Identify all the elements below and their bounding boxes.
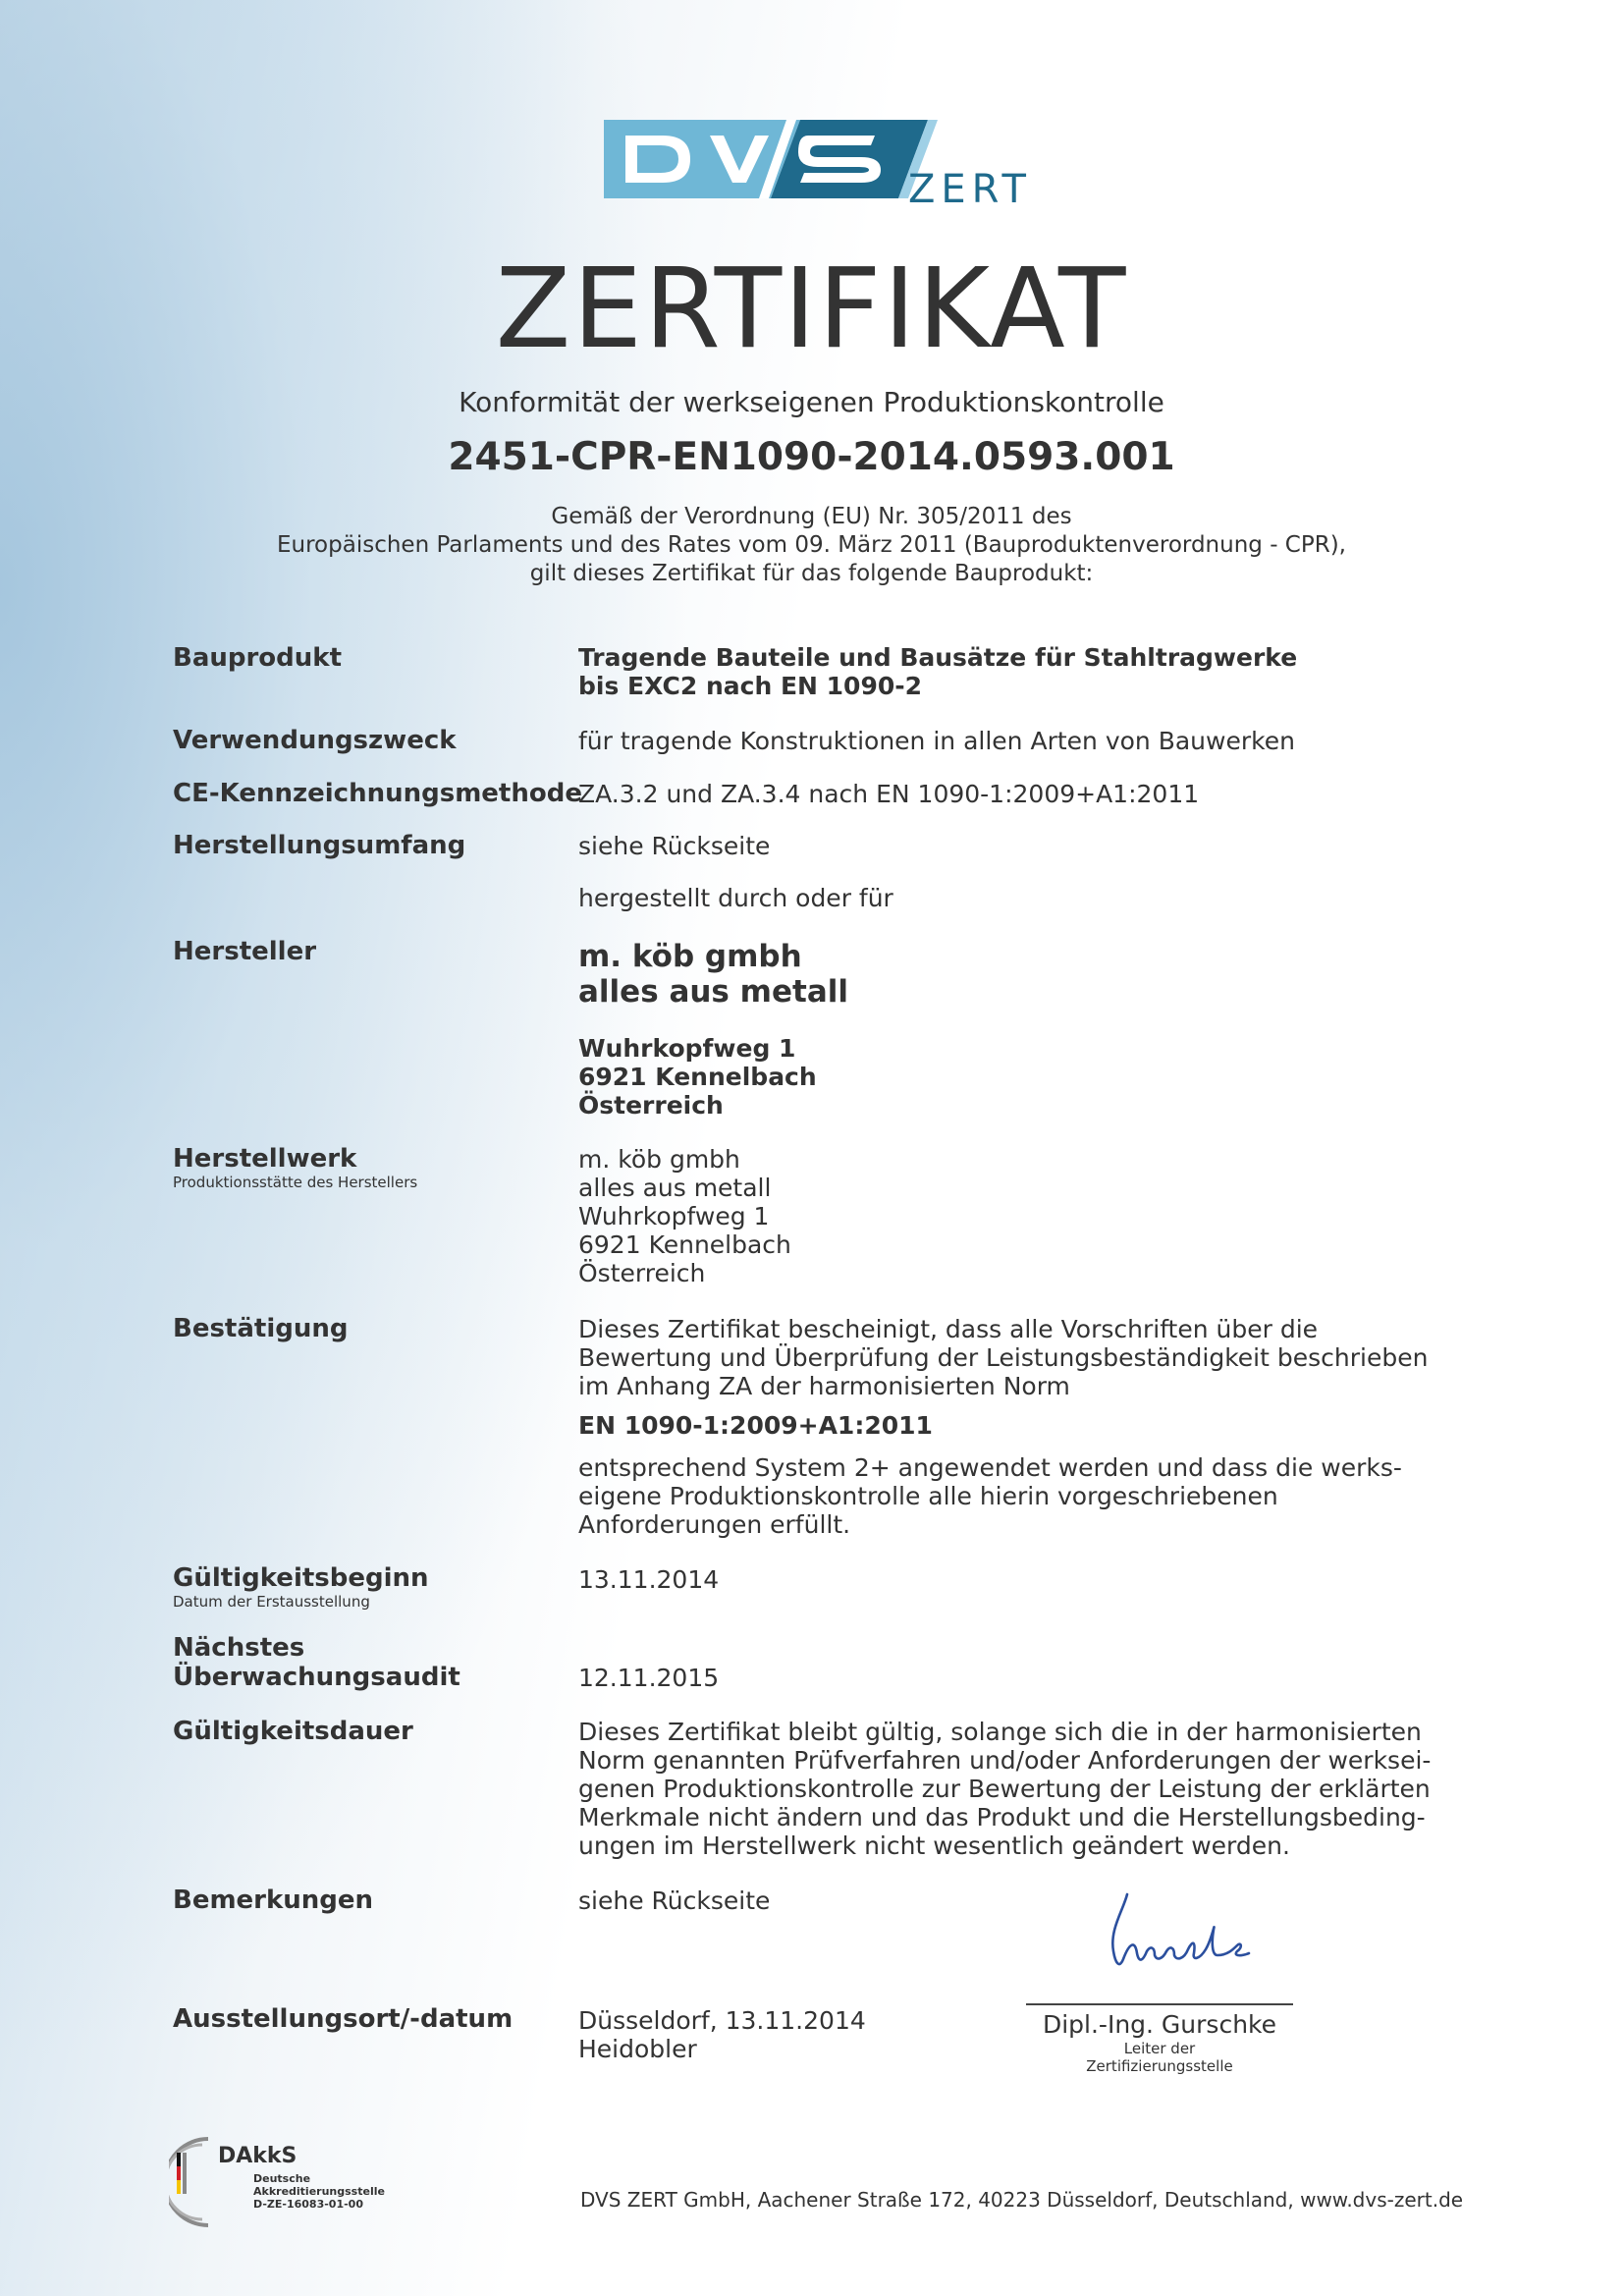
value-line: m. köb gmbh [578,1145,740,1174]
role-line: Leiter der [1123,2040,1196,2057]
value-verwendungszweck: für tragende Konstruktionen in allen Arten von Bauwerken [578,727,1295,755]
value-hersteller-name [578,939,848,1010]
certificate-subtitle: Konformität der werkseigenen Produktionskontrolle [459,386,1164,418]
certificate-number: 2451-CPR-EN1090-2014.0593.001 [448,435,1175,479]
value-line: alles aus metall [578,974,848,1010]
value-line: im Anhang ZA der harmonisierten Norm [578,1372,1070,1400]
label-sub: Produktionsstätte des Herstellers [173,1174,418,1191]
intro-line: Gemäß der Verordnung (EU) Nr. 305/2011 des [551,504,1072,529]
value-line: Norm genannten Prüfverfahren und/oder Anforderungen der werksei- [578,1746,1432,1775]
value-line: bis EXC2 nach EN 1090-2 [578,672,922,700]
value-bemerkungen: siehe Rückseite [578,1886,771,1915]
intro-line: Europäischen Parlaments und des Rates vom 09. März 2011 (Bauproduktenverordnung - CPR), [277,532,1346,558]
value-gueltigkeitsbeginn: 13.11.2014 [578,1565,720,1594]
value-line: Merkmale nicht ändern und das Produkt und die Herstellungsbeding- [578,1803,1426,1831]
signature-line [1026,2003,1293,2005]
label-hersteller: Hersteller [173,937,317,966]
handwritten-signature [1090,1890,1262,1984]
value-line: 6921 Kennelbach [578,1230,791,1259]
dakks-line: D-ZE-16083-01-00 [253,2198,363,2211]
dakks-line: Akkreditierungsstelle [253,2185,385,2198]
signatory-name: Dipl.-Ing. Gurschke [1042,2010,1277,2039]
value-bestaetigung-text1 [578,1315,1428,1400]
intro-line: gilt dieses Zertifikat für das folgende Bauprodukt: [529,561,1094,586]
label-line: Überwachungsaudit [173,1663,460,1692]
value-line: Bewertung und Überprüfung der Leistungsbeständigkeit beschrieben [578,1343,1429,1372]
intro-text [0,503,1623,588]
label-bemerkungen: Bemerkungen [173,1886,374,1915]
label-bestaetigung: Bestätigung [173,1314,349,1343]
value-line: Dieses Zertifikat bescheinigt, dass alle Vorschriften über die [578,1315,1319,1343]
logo-zert-text: ZERT [908,167,1032,212]
value-line: Wuhrkopfweg 1 [578,1034,796,1063]
value-hersteller-address [578,1034,817,1120]
label-herstellwerk [173,1144,417,1190]
label-gueltigkeitsdauer: Gültigkeitsdauer [173,1717,413,1746]
signatory-role [1026,2040,1293,2075]
label-verwendungszweck: Verwendungszweck [173,726,457,755]
value-line: eigene Produktionskontrolle alle hierin vorgeschriebenen [578,1482,1278,1510]
value-line: m. köb gmbh [578,939,802,974]
role-line: Zertifizierungsstelle [1086,2057,1233,2075]
value-line: 6921 Kennelbach [578,1063,817,1091]
dakks-line: Deutsche [253,2172,311,2185]
value-line: ungen im Herstellwerk nicht wesentlich geändert werden. [578,1831,1290,1860]
label-text: Herstellwerk [173,1144,357,1174]
value-line: Dieses Zertifikat bleibt gültig, solange sich die in der harmonisierten [578,1718,1422,1746]
value-line: Tragende Bauteile und Bausätze für Stahltragwerke [578,643,1298,672]
value-ausstellung [578,2006,866,2063]
label-text: Gültigkeitsbeginn [173,1563,429,1593]
label-ausstellung: Ausstellungsort/-datum [173,2004,514,2034]
label-ce-methode: CE-Kennzeichnungsmethode [173,779,582,808]
hergestellt-text: hergestellt durch oder für [578,884,893,912]
label-herstellungsumfang: Herstellungsumfang [173,831,466,860]
value-gueltigkeitsdauer [578,1718,1431,1860]
value-line: Heidobler [578,2035,697,2063]
label-line: Nächstes [173,1633,305,1663]
label-sub: Datum der Erstausstellung [173,1593,370,1611]
value-herstellwerk [578,1145,791,1287]
footer-address: DVS ZERT GmbH, Aachener Straße 172, 40223 Düsseldorf, Deutschland, www.dvs-zert.de [580,2188,1464,2212]
value-bauprodukt [578,643,1297,700]
dakks-name: DAkkS [218,2144,298,2168]
certificate-title: ZERTIFIKAT [495,246,1128,373]
value-bestaetigung-text2 [578,1453,1402,1539]
value-line: Österreich [578,1259,706,1287]
label-gueltigkeitsbeginn [173,1563,429,1610]
value-line: Düsseldorf, 13.11.2014 [578,2006,866,2035]
label-bauprodukt: Bauprodukt [173,643,343,673]
value-line: Österreich [578,1091,724,1120]
value-line: alles aus metall [578,1174,772,1202]
value-ce-methode: ZA.3.2 und ZA.3.4 nach EN 1090-1:2009+A1:2011 [578,780,1200,808]
value-naechstes-audit: 12.11.2015 [578,1664,720,1692]
value-line: Wuhrkopfweg 1 [578,1202,770,1230]
value-bestaetigung-norm: EN 1090-1:2009+A1:2011 [578,1411,933,1440]
label-naechstes-audit [173,1633,460,1692]
dakks-details [253,2172,385,2211]
value-line: Anforderungen erfüllt. [578,1510,851,1539]
value-line: entsprechend System 2+ angewendet werden und dass die werks- [578,1453,1402,1482]
value-herstellungsumfang: siehe Rückseite [578,832,771,860]
value-line: genen Produktionskontrolle zur Bewertung der Leistung der erklärten [578,1775,1431,1803]
